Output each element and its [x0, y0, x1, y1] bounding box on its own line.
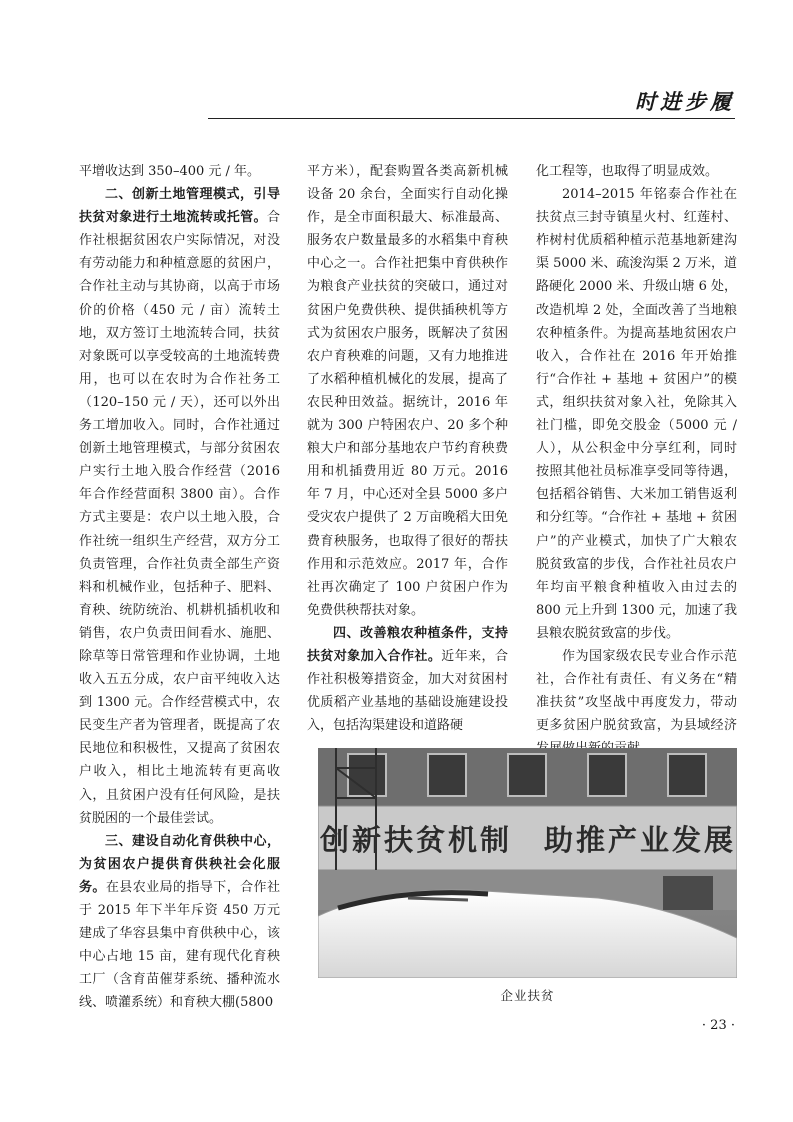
photo-caption: 企业扶贫	[500, 988, 555, 1003]
paragraph-section-2	[79, 183, 280, 830]
header-rule	[208, 118, 735, 119]
text-column-3	[536, 160, 737, 760]
section-heading-2: 二、创新土地管理模式，引导扶贫对象进行土地流转或托管。	[79, 187, 280, 226]
paragraph: 平增收达到 350–400 元 / 年。	[79, 164, 261, 179]
section-body-3: 在县农业局的指导下，合作社于 2015 年下半年斥资 450 万元建成了华容县集中育供秧中心，该中心占地 15 亩，建有现代化育秧工厂（含育苗催芽系统、播种流水线、喷灌系统）和育秧大棚(5800	[79, 879, 280, 1011]
banner-text: 创新扶贫机制 助推产业发展	[319, 823, 737, 857]
text-column-1	[79, 160, 280, 1014]
text-column-2	[307, 160, 508, 737]
paragraph-section-3	[79, 830, 280, 1015]
paragraph: 作为国家级农民专业合作示范社，合作社有责任、有义务在“精准扶贫”攻坚战中再度发力，带动更多贫困户脱贫致富，为县域经济	[536, 648, 737, 734]
photo-illustration	[318, 748, 737, 978]
section-heading-4: 四、改善粮农种植条件，支持扶贫对象加入合作社。	[307, 625, 508, 664]
section-body-4: 近年来，合作社积极筹措资金，加大对贫困村优质稻产业基地的基础设施建设投入，包括沟渠建设和道路硬	[307, 648, 508, 734]
paragraph: 化工程等，也取得了明显成效。	[536, 164, 719, 179]
page-number: · 23 ·	[701, 1018, 735, 1033]
paragraph-section-4	[307, 622, 508, 737]
section-title: 时进步履	[635, 89, 735, 114]
paragraph: 平方米），配套购置各类高新机械设备 20 余台，全面实行自动化操作，是全市面积最大、标准最高、服务农户数量最多的水稻集中育秧中心之一。合作社把集中育供秧作为粮食产业扶贫的突破口，通过对贫困户免费供秧、提供插秧机等方式为贫困农户服务，既解决了贫困农户育秧难的问题，又有力地推进了水稻种植机械化的发展，提高了农民种田效益。据统计，2016 年就为 300 户特困农户、20 多个种粮大户和部分基地农户节约育秧费用和机插费用近 80 万元。2016 年 7 月，中心还对全县 5000 多户受灾农户提供了 2 万亩晚稻大田免费育秧服务，也取得了很好的帮扶作用和示范效应。2017 年，合作社再次确定了 100 户贫困户作为免费供秧帮扶对象。	[307, 164, 508, 618]
section-heading-3: 三、建设自动化育供秧中心，为贫困农户提供育供秧社会化服务。	[79, 833, 280, 895]
photo-building-banner	[318, 748, 737, 978]
section-body-2: 合作社根据贫困农户实际情况，对没有劳动能力和种植意愿的贫困户，合作社主动与其协商，以高于市场价的价格（450 元 / 亩）流转土地，双方签订土地流转合同，扶贫对象既可以享受较高的土地流转费用，也可以在农时为合作社务工（120–150 元 / 天），还可以外出务工增加收入。同时，合作社通过创新土地管理模式，与部分贫困农户实行土地入股合作经营（2016 年合作经营面积 3800 亩）。合作方式主要是：农户以土地入股，合作社统一组织生产经营，双方分工负责管理，合作社负责全部生产资料和机械作业，包括种子、肥料、育秧、统防统治、机耕机插机收和销售，农户负责田间看水、施肥、除草等日常管理和作业协调，土地收入五五分成，农户亩平纯收入达到 1300 元。合作经营模式中，农民变生产者为管理者，既提高了农民地位和积极性，又提高了贫困农户收入，相比土地流转有更高收入，且贫困户没有任何风险，是扶贫脱困的一个最佳尝试。	[79, 210, 280, 826]
paragraph: 2014–2015 年铭泰合作社在扶贫点三封寺镇星火村、红莲村、柞树村优质稻种植示范基地新建沟渠 5000 米、疏浚沟渠 2 万米，道路硬化 2000 米、升级山塘 6 处，改造机埠 2 处，全面改善了当地粮农种植条件。为提高基地贫困农户收入，合作社在 2016 年开始推行“合作社 + 基地 + 贫困户”的模式，组织扶贫对象入社，免除其入社门槛，即免交股金（5000 元 / 人），从公积金中分享红利，同时按照其他社员标准享受同等待遇，包括稻谷销售、大米加工销售返利和分红等。“合作社 + 基地 + 贫困户”的产业模式，加快了广大粮农脱贫致富的步伐，合作社社员农户年均亩平粮食种植收入由过去的 800 元上升到 1300 元，加速了我县粮农脱贫致富的步伐。	[536, 187, 737, 641]
